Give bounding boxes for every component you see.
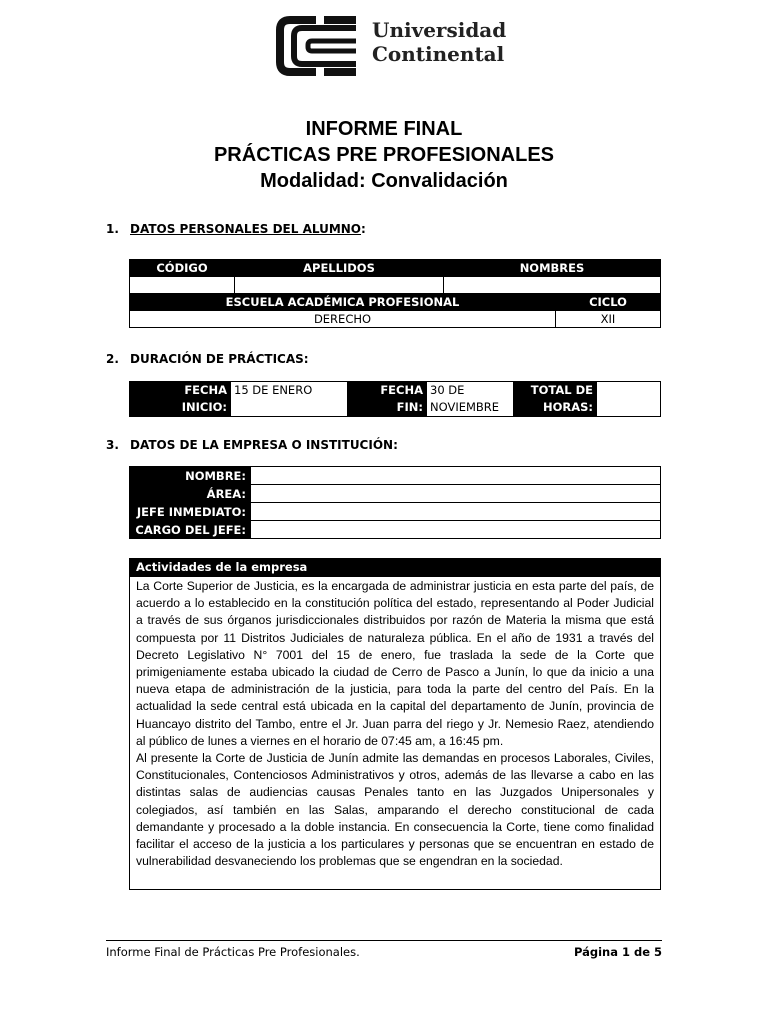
fecha-fin-label [348,382,427,417]
section-2-heading [106,352,309,366]
logo-text-line2: Continental [372,42,505,66]
fecha-fin-value[interactable] [427,382,514,417]
duration-table [129,381,661,417]
col-header-codigo: CÓDIGO [130,260,235,277]
activities-paragraph-1: La Corte Superior de Justicia, es la encargada de administrar justicia en esta parte del país, de acuerdo a lo establecido en la constitución política del estado, representando al Poder Judicial a través de sus órganos jurisdiccionales distribuidos por razón de Materia la misma que está compuesta por 11 Distritos Judiciales de naturaleza pública. En el año de 1931 a través del Decreto Legislativo N° 7001 del 15 de enero, fue traslada la sede de la Corte que primigeniamente estaba ubicado la ciudad de Cerro de Pasco a Junín, lo que da inicio a una nueva etapa de administración de la justicia, para toda la parte del centro del País. En la actualidad la sede central está ubicada en la capital del departamento de Junín, provincia de Huancayo distrito del Tambo, entre el Jr. Juan parra del riego y Jr. Nemesio Raez, atendiendo al público de lunes a viernes en el horario de 07:45 am, a 16:45 pm. [136,579,654,748]
page-footer [106,940,662,959]
nombre-value[interactable] [251,467,661,485]
title-line2: PRÁCTICAS PRE PROFESIONALES [213,144,555,166]
section-number: 2. [106,352,119,366]
document-title [0,116,768,194]
total-horas-label [514,382,597,417]
col-header-escuela: ESCUELA ACADÉMICA PROFESIONAL [130,294,556,311]
logo-text-line1: Universidad [372,18,507,42]
ciclo-cell[interactable]: XII [556,311,661,328]
title-line3: Modalidad: Convalidación [260,170,508,192]
section-colon: : [361,222,366,236]
section-title: DATOS DE LA EMPRESA O INSTITUCIÓN: [130,438,398,452]
section-3-heading [106,438,398,452]
jefe-inmediato-value[interactable] [251,503,661,521]
page-number: Página 1 de 5 [573,945,662,959]
title-line1: INFORME FINAL [305,118,463,140]
activities-heading: Actividades de la empresa [130,559,660,577]
total-horas-value[interactable] [597,382,661,417]
fecha-inicio-label [130,382,231,417]
jefe-inmediato-label: JEFE INMEDIATO: [130,503,251,521]
label-line: HORAS: [542,400,593,414]
col-header-ciclo: CICLO [556,294,661,311]
label-line: FECHA [380,383,423,397]
section-title: DATOS PERSONALES DEL ALUMNO [130,222,362,236]
nombres-cell[interactable] [444,277,661,294]
codigo-cell[interactable] [130,277,235,294]
cargo-jefe-value[interactable] [251,521,661,539]
label-line: FIN: [396,400,423,414]
continental-c-logo-icon [276,14,360,78]
company-data-table [129,466,661,539]
area-value[interactable] [251,485,661,503]
section-number: 1. [106,222,119,236]
area-label: ÁREA: [130,485,251,503]
apellidos-cell[interactable] [235,277,444,294]
section-number: 3. [106,438,119,452]
nombre-label: NOMBRE: [130,467,251,485]
activities-text[interactable] [130,577,660,870]
value-line: 30 DE [430,383,465,397]
cargo-jefe-label: CARGO DEL JEFE: [130,521,251,539]
col-header-apellidos: APELLIDOS [235,260,444,277]
label-line: FECHA [184,383,227,397]
footer-document-name: Informe Final de Prácticas Pre Profesionales. [106,945,360,959]
col-header-nombres: NOMBRES [444,260,661,277]
escuela-cell[interactable]: DERECHO [130,311,556,328]
section-title: DURACIÓN DE PRÁCTICAS: [130,352,309,366]
activities-paragraph-2: Al presente la Corte de Justicia de Junín admite las demandas en procesos Laborales, Civiles, Constitucionales, Contenciosos Administrativos y otros, además de las llevarse a cabo en las distintas salas de audiencias causas Penales tanto en las Juzgados Unipersonales y colegiados, así también en las Salas, amparando el derecho constitucional de cada demandante y procesado a la doble instancia. En consecuencia la Corte, tiene como finalidad facilitar el acceso de la justicia a los particulares y personas que se encuentran en estado de vulnerabilidad desvaneciendo los problemas que se engendran en la sociedad. [136,751,654,869]
label-line: TOTAL DE [530,383,593,397]
student-data-table [129,259,661,328]
university-logo [276,14,506,78]
fecha-inicio-value[interactable]: 15 DE ENERO [231,382,348,417]
activities-box [129,558,661,890]
value-line: NOVIEMBRE [430,400,500,414]
section-1-heading [106,222,366,236]
label-line: INICIO: [181,400,227,414]
